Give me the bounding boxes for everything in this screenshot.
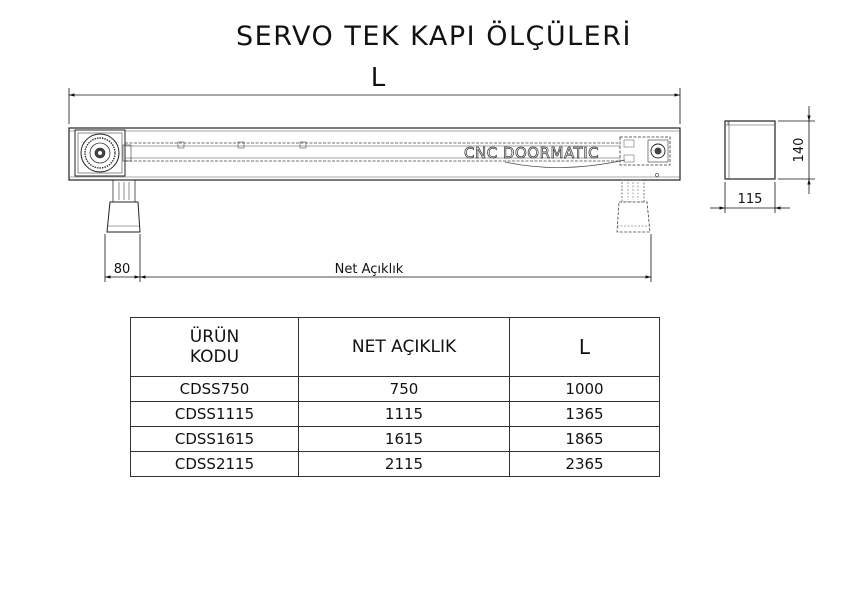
cell-length: 2365 xyxy=(510,452,660,477)
cell-code: CDSS2115 xyxy=(131,452,299,477)
table-row xyxy=(131,402,660,427)
cell-net: 2115 xyxy=(299,452,510,477)
height-label: 140 xyxy=(792,137,807,163)
cell-length: 1865 xyxy=(510,427,660,452)
header-net-opening: NET AÇIKLIK xyxy=(299,318,510,377)
table-row xyxy=(131,452,660,477)
net-opening-label: Net Açıklık xyxy=(334,262,404,277)
width-label: 115 xyxy=(737,192,763,207)
drawing-title: SERVO TEK KAPI ÖLÇÜLERİ xyxy=(236,21,632,52)
cell-code: CDSS750 xyxy=(131,377,299,402)
right-bracket xyxy=(617,180,650,232)
header-product-code xyxy=(131,318,299,377)
overall-length-dimension xyxy=(69,63,680,124)
table-row xyxy=(131,377,660,402)
offset-label: 80 xyxy=(113,262,131,277)
table-header-row xyxy=(131,318,660,377)
cell-length: 1365 xyxy=(510,402,660,427)
cell-code: CDSS1115 xyxy=(131,402,299,427)
table-row xyxy=(131,427,660,452)
side-section-view xyxy=(710,106,815,213)
spec-table xyxy=(130,317,660,477)
motor-unit xyxy=(75,130,131,176)
header-code-line2: KODU xyxy=(189,347,240,367)
cell-net: 750 xyxy=(299,377,510,402)
left-bracket xyxy=(107,180,140,232)
cell-net: 1615 xyxy=(299,427,510,452)
cell-net: 1115 xyxy=(299,402,510,427)
cell-length: 1000 xyxy=(510,377,660,402)
overall-length-label: L xyxy=(370,63,386,93)
pulley-unit xyxy=(620,137,670,165)
header-length: L xyxy=(510,318,660,377)
cell-code: CDSS1615 xyxy=(131,427,299,452)
bottom-dimensions xyxy=(105,234,651,282)
brand-logo: CNC DOORMATIC xyxy=(464,144,600,162)
header-code-line1: ÜRÜN xyxy=(189,327,240,347)
